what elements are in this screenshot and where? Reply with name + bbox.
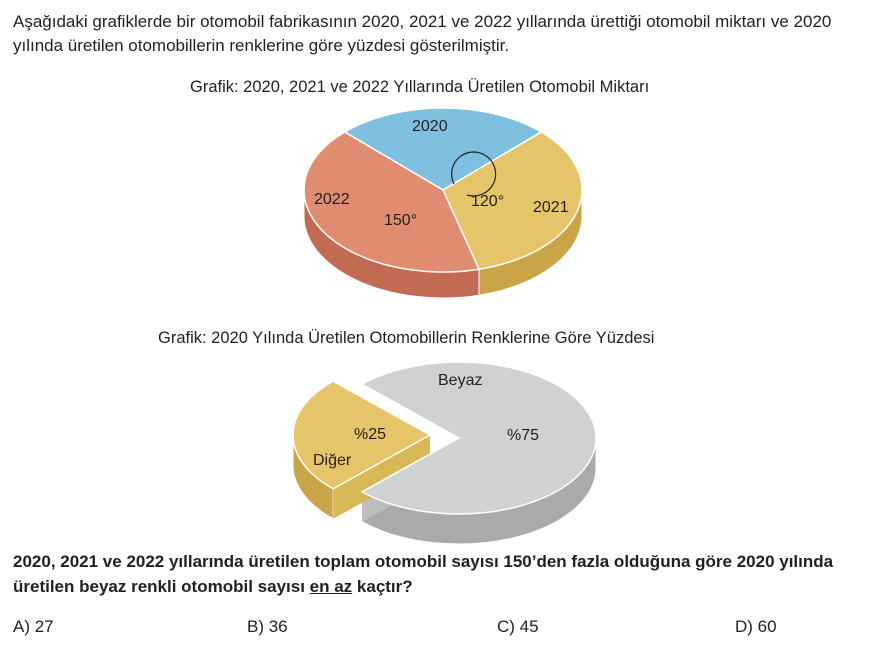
- slice-label-diger: Diğer: [313, 452, 352, 469]
- chart1-title: Grafik: 2020, 2021 ve 2022 Yıllarında Üretilen Otomobil Miktarı: [190, 78, 650, 96]
- slice-label-2021: 2021: [533, 199, 569, 216]
- question-part1: 2020, 2021 ve 2022 yıllarında üretilen toplam otomobil sayısı 150’den fazla olduğuna göre 2020 yılında üretilen beyaz renkli otomobil sayısı: [13, 552, 834, 596]
- option-c[interactable]: C) 45: [497, 617, 539, 636]
- slice-value-beyaz: %75: [507, 427, 540, 444]
- slice-value-diger: %25: [354, 426, 387, 443]
- slice-label-beyaz: Beyaz: [438, 372, 483, 389]
- option-d[interactable]: D) 60: [735, 617, 777, 636]
- angle-label-2022: 150°: [384, 212, 418, 229]
- slice-label-2020: 2020: [412, 118, 448, 135]
- angle-label-2021: 120°: [471, 193, 505, 210]
- intro-text: Aşağıdaki grafiklerde bir otomobil fabrikasının 2020, 2021 ve 2022 yıllarında ürettiği otomobil miktarı ve 2020 yılında üretilen otomobillerin renklerine göre yüzdesi gösterilmiştir.: [13, 12, 832, 55]
- question-text: [13, 549, 883, 599]
- question-emphasis: en az: [309, 577, 353, 596]
- slice-label-2022: 2022: [314, 191, 350, 208]
- option-a[interactable]: A) 27: [13, 617, 54, 636]
- chart2-title: Grafik: 2020 Yılında Üretilen Otomobillerin Renklerine Göre Yüzdesi: [158, 329, 655, 347]
- option-b[interactable]: B) 36: [247, 617, 288, 636]
- question-part2: kaçtır?: [352, 577, 413, 596]
